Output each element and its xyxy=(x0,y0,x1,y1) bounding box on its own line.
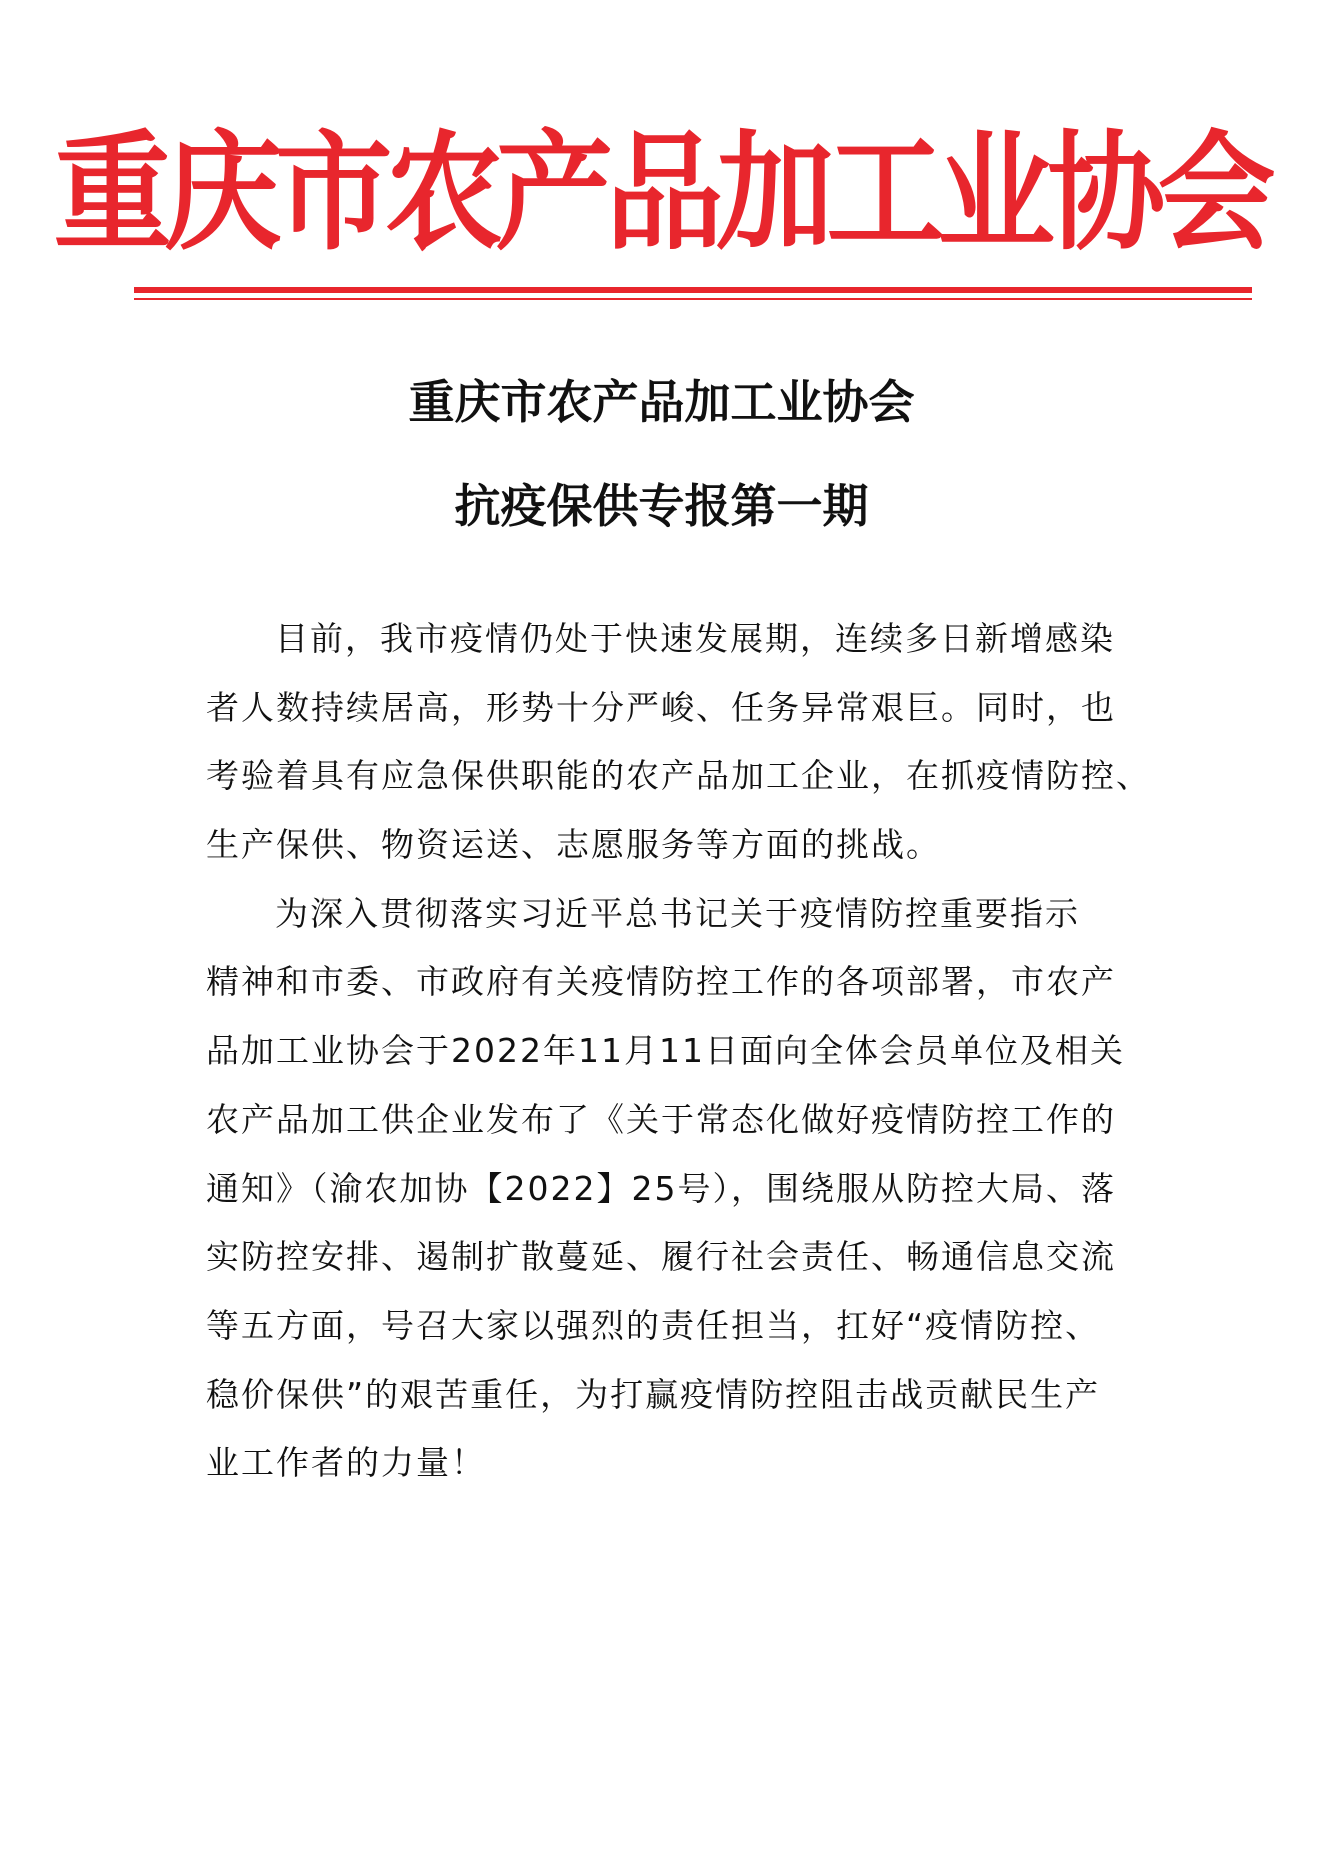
body-line: 为深入贯彻落实习近平总书记关于疫情防控重要指示 xyxy=(275,893,1080,933)
masthead xyxy=(0,118,1323,268)
body-line: 农产品加工供企业发布了《关于常态化做好疫情防控工作的 xyxy=(206,1099,1116,1139)
body-line: 者人数持续居高，形势十分严峻、任务异常艰巨。同时，也 xyxy=(206,687,1116,727)
document-title-line1: 重庆市农产品加工业协会 xyxy=(408,375,915,429)
masthead-title: 重庆市农产品加工业协会 xyxy=(54,118,1269,268)
body-line: 目前，我市疫情仍处于快速发展期，连续多日新增感染 xyxy=(275,619,1115,658)
body-line: 品加工业协会于2022年11月11日面向全体会员单位及相关 xyxy=(206,1031,1125,1071)
body-line: 通知》（渝农加协【2022】25号），围绕服从防控大局、落 xyxy=(206,1168,1116,1208)
body-line: 生产保供、物资运送、志愿服务等方面的挑战。 xyxy=(206,825,941,865)
red-divider-thin xyxy=(134,298,1252,300)
red-divider-thick xyxy=(134,287,1252,293)
body-line: 精神和市委、市政府有关疫情防控工作的各项部署，市农产 xyxy=(206,962,1116,1002)
document-body xyxy=(206,605,1151,1498)
body-line: 稳价保供”的艰苦重任，为打赢疫情防控阻击战贡献民生产 xyxy=(206,1374,1101,1414)
document-title-line2: 抗疫保供专报第一期 xyxy=(454,479,869,533)
body-line: 业工作者的力量！ xyxy=(206,1443,486,1483)
body-line: 等五方面，号召大家以强烈的责任担当，扛好“疫情防控、 xyxy=(206,1305,1101,1345)
body-line: 实防控安排、遏制扩散蔓延、履行社会责任、畅通信息交流 xyxy=(206,1237,1116,1277)
body-line: 考验着具有应急保供职能的农产品加工企业，在抓疫情防控、 xyxy=(206,756,1151,796)
